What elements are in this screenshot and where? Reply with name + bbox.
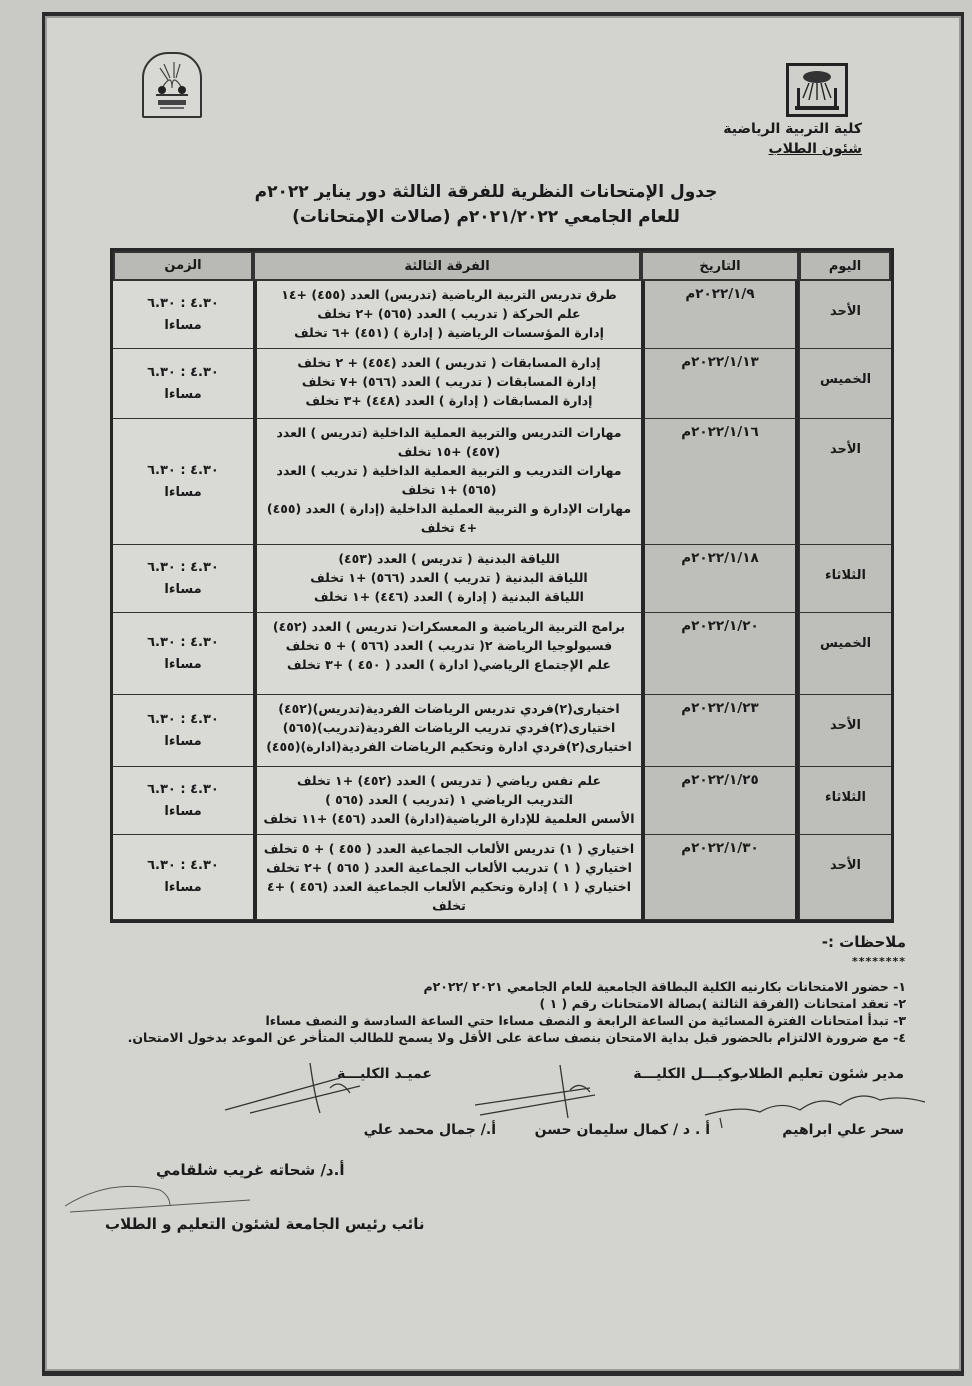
date-label: ٢٠٢٢/١/٣٠م [681,840,759,856]
header-time: الزمن [113,251,253,281]
date-label: ٢٠٢٢/١/١٨م [681,550,759,566]
subject-line: اللياقة البدنية ( إدارة ) العدد (٤٤٦) +١ تخلف [314,589,584,604]
time-period: مساءا [164,733,202,749]
college-header [723,119,862,159]
day-cell [799,613,891,695]
date-cell [641,613,799,695]
note-item: ١- حضور الامتحانات بكارنيه الكلية البطاقة الجامعية للعام الجامعي ٢٠٢١ /٢٠٢٢م [423,979,906,994]
date-cell [641,545,799,613]
subject-line: اختياري ( ١) تدريس الألعاب الجماعية العدد ( ٤٥٥ ) + ٥ تخلف [263,841,635,856]
table-row [113,613,891,695]
subject-line: علم الحركة ( تدريب ) العدد (٥٦٥) +٢ تخلف [317,306,581,321]
subject-line: إدارة المسابقات ( تدريب ) العدد (٥٦٦) +٧ تخلف [301,374,597,389]
title-line-2: للعام الجامعي ٢٠٢١/٢٠٢٢م (صالات الإمتحانات) [292,207,680,227]
notes-heading: ملاحظات :- [821,933,906,951]
time-period: مساءا [164,484,202,500]
dean-signature-icon [220,1058,380,1118]
subject-line: مهارات التدريس والتربية العملية الداخلية (تدريس ) العدد (٤٥٧) +١٥ تخلف [276,425,622,459]
subjects-cell [253,281,641,349]
table-header-row [113,251,891,281]
subject-line: إدارة المسابقات ( تدريس ) العدد (٤٥٤) + ٢ تخلف [297,355,601,370]
page-title [0,180,972,230]
date-label: ٢٠٢٢/١/٢٣م [681,700,759,716]
table-row [113,349,891,419]
day-label: الخميس [819,372,872,387]
day-label: الأحد [829,718,861,733]
day-cell [799,767,891,835]
time-period: مساءا [164,656,202,672]
day-label: الأحد [829,858,861,873]
subject-line: علم نفس رياضي ( تدريس ) العدد (٤٥٢) +١ تخلف [297,773,601,788]
time-period: مساءا [164,386,202,402]
table-row [113,419,891,545]
subject-line: التدريب الرياضي ١ (تدريب ) العدد (٥٦٥ ) [325,792,573,807]
time-cell [113,695,253,767]
subject-line: إدارة المسابقات ( إدارة ) العدد (٤٤٨) +٣ تخلف [305,393,593,408]
subject-line: اختيارى(٢)فردي ادارة وتحكيم الرياضات الفردية(ادارة)(٤٥٥) [266,739,632,754]
header-day: اليوم [799,251,891,281]
date-cell [641,835,799,920]
department-name: شئون الطلاب [768,141,862,157]
notes-section [106,934,906,1046]
subject-line: علم الإجتماع الرياضي( ادارة ) العدد ( ٤٥٠ ) +٣ تخلف [287,657,611,672]
time-cell [113,835,253,920]
day-label: الخميس [819,636,872,651]
date-cell [641,767,799,835]
vice-dean-title: وكيـــل الكليـــة [633,1066,740,1082]
subjects-cell [253,695,641,767]
date-label: ٢٠٢٢/١/١٦م [681,424,759,440]
date-cell [641,349,799,419]
time-period: مساءا [164,317,202,333]
time-range: ٤.٣٠ : ٦.٣٠ [147,711,219,727]
subjects-cell [253,545,641,613]
day-label: الأحد [829,304,861,319]
student-affairs-name: سحر علي ابراهيم [782,1122,904,1138]
dean-title: عميـد الكليـــة [337,1066,432,1082]
time-range: ٤.٣٠ : ٦.٣٠ [147,559,219,575]
notes-separator: ******** [851,955,906,968]
day-cell [799,835,891,920]
time-range: ٤.٣٠ : ٦.٣٠ [147,858,219,873]
dean-name: أ./ جمال محمد علي [363,1122,496,1138]
day-cell [799,695,891,767]
time-cell [113,349,253,419]
subject-line: إدارة المؤسسات الرياضية ( إدارة ) (٤٥١) +٦ تخلف [294,325,604,340]
date-label: ٢٠٢٢/١/٢٥م [681,772,759,788]
time-cell [113,419,253,545]
day-cell [799,349,891,419]
subject-line: مهارات التدريب و التربية العملية الداخلية ( تدريب ) العدد (٥٦٥) +١ تخلف [276,463,622,497]
faculty-emblem-icon [144,54,200,116]
date-cell [641,695,799,767]
table-row [113,695,891,767]
time-cell [113,545,253,613]
subjects-cell [253,419,641,545]
title-line-1: جدول الإمتحانات النظرية للفرقة الثالثة دور يناير ٢٠٢٢م [254,182,718,202]
subjects-cell [253,613,641,695]
table-row [113,835,891,920]
subject-line: اختيارى(٢)فردي تدريب الرياضات الفردية(تدريب)(٥٦٥) [282,720,616,735]
subject-line: برامج التربية الرياضية و المعسكرات( تدريس ) العدد (٤٥٢) [272,619,626,634]
vice-president-title: نائب رئيس الجامعة لشئون التعليم و الطلاب [105,1215,425,1233]
subjects-cell [253,767,641,835]
university-logo [786,63,848,117]
subjects-cell [253,835,641,920]
time-period: مساءا [164,880,202,895]
time-cell [113,281,253,349]
header-group: الفرقة الثالثة [253,251,641,281]
time-cell [113,767,253,835]
date-label: ٢٠٢٢/١/٢٠م [681,618,759,634]
time-range: ٤.٣٠ : ٦.٣٠ [147,781,219,797]
vice-dean-name: أ . د / كمال سليمان حسن [534,1122,710,1138]
date-label: ٢٠٢٢/١/٩م [685,286,755,302]
faculty-logo [142,52,202,118]
time-range: ٤.٣٠ : ٦.٣٠ [147,364,219,380]
subject-line: اختياري ( ١ ) إدارة وتحكيم الألعاب الجماعية العدد (٤٥٦ ) +٤ تخلف [267,879,631,913]
student-affairs-title: مدير شئون تعليم الطلاب [734,1066,904,1082]
time-range: ٤.٣٠ : ٦.٣٠ [147,462,219,478]
subject-line: اختياري ( ١ ) تدريب الألعاب الجماعية العدد ( ٥٦٥ ) +٢ تخلف [266,860,632,875]
header-date: التاريخ [641,251,799,281]
time-range: ٤.٣٠ : ٦.٣٠ [147,634,219,650]
day-cell [799,545,891,613]
subject-line: اختيارى(٢)فردي تدريس الرياضات الفردية(تدريس)(٤٥٢) [278,701,620,716]
day-cell [799,281,891,349]
subject-line: اللياقة البدنية ( تدريب ) العدد (٥٦٦) +١ تخلف [310,570,588,585]
note-item: ٣- تبدأ امتحانات الفترة المسائية من الساعة الرابعة و النصف مساءا حتي الساعة السادسة و النصف مساءا [265,1013,906,1028]
time-range: ٤.٣٠ : ٦.٣٠ [147,295,219,311]
date-cell [641,281,799,349]
time-period: مساءا [164,803,202,819]
day-label: الأحد [829,442,861,457]
vice-president-name: أ.د/ شحاته غريب شلقامي [156,1161,345,1179]
time-cell [113,613,253,695]
university-emblem-icon [789,66,845,114]
date-label: ٢٠٢٢/١/١٣م [681,354,759,370]
subject-line: اللياقة البدنية ( تدريس ) العدد (٤٥٣) [338,551,560,566]
table-row [113,545,891,613]
subject-line: طرق تدريس التربية الرياضية (تدريس) العدد (٤٥٥) +١٤ [281,287,617,302]
day-cell [799,419,891,545]
exam-schedule-table [110,248,894,923]
day-label: الثلاثاء [825,790,866,805]
college-name: كلية التربية الرياضية [723,121,862,137]
subject-line: فسيولوجيا الرياضة ٢( تدريب ) العدد (٥٦٦ ) + ٥ تخلف [285,638,613,653]
date-cell [641,419,799,545]
subject-line: الأسس العلمية للإدارة الرياضية(ادارة) العدد (٤٥٦) +١١ تخلف [263,811,635,826]
subject-line: مهارات الإدارة و التربية العملية الداخلية (إدارة ) العدد (٤٥٥) +٤ تخلف [266,501,632,535]
time-period: مساءا [164,581,202,597]
subjects-cell [253,349,641,419]
table-row [113,767,891,835]
vice-dean-signature-icon [470,1060,620,1120]
note-item: ٤- مع ضرورة الالتزام بالحضور قبل بداية الامتحان بنصف ساعة على الأقل ولا يسمح للطالب المتأخر عن الموعد بدخول الامتحان. [127,1030,906,1045]
table-row [113,281,891,349]
day-label: الثلاثاء [825,568,866,583]
note-item: ٢- تعقد امتحانات (الفرقة الثالثة )بصالة الامتحانات رقم ( ١ ) [539,996,906,1011]
vice-president-signature-icon [60,1178,260,1218]
